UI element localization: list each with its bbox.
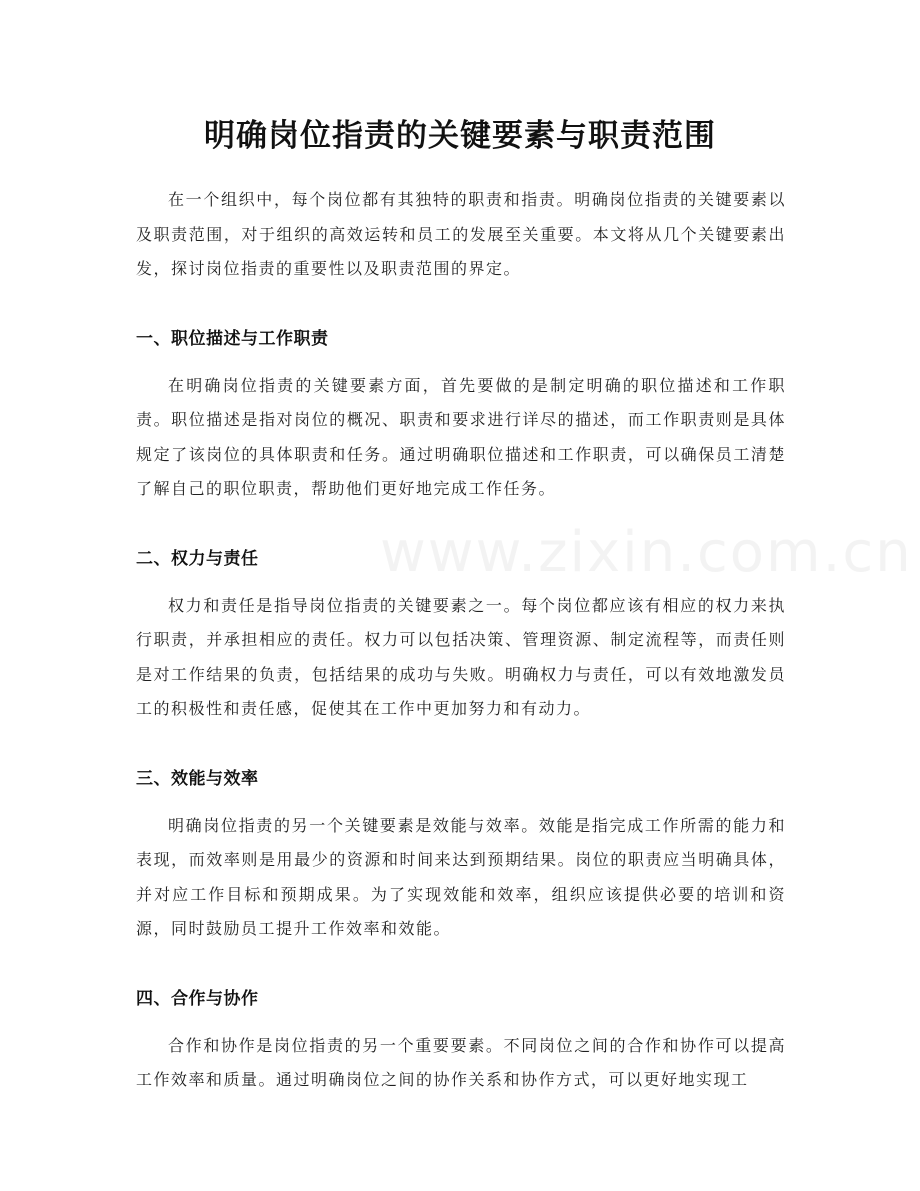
section-paragraph-1: 在明确岗位指责的关键要素方面，首先要做的是制定明确的职位描述和工作职责。职位描述是指对岗位的概况、职责和要求进行详尽的描述，而工作职责则是具体规定了该岗位的具体职责和任务。通过明确职位描述和工作职责，可以确保员工清楚了解自己的职位职责，帮助他们更好地完成工作任务。 [136,375,786,498]
section-paragraph-2: 权力和责任是指导岗位指责的关键要素之一。每个岗位都应该有相应的权力来执行职责，并承担相应的责任。权力可以包括决策、管理资源、制定流程等，而责任则是对工作结果的负责，包括结果的成功与失败。明确权力与责任，可以有效地激发员工的积极性和责任感，促使其在工作中更加努力和有动力。 [136,595,786,718]
document-body [136,183,786,1098]
section-heading-2: 二、权力与责任 [136,548,259,569]
section-paragraph-4: 合作和协作是岗位指责的另一个重要要素。不同岗位之间的合作和协作可以提高工作效率和质量。通过明确岗位之间的协作关系和协作方式，可以更好地实现工 [136,1035,786,1089]
section-heading-4: 四、合作与协作 [136,988,259,1009]
section-heading-1: 一、职位描述与工作职责 [136,328,329,349]
section-paragraph-3: 明确岗位指责的另一个关键要素是效能与效率。效能是指完成工作所需的能力和表现，而效率则是用最少的资源和时间来达到预期结果。岗位的职责应当明确具体，并对应工作目标和预期成果。为了实现效能和效率，组织应该提供必要的培训和资源，同时鼓励员工提升工作效率和效能。 [136,815,786,938]
watermark: www.zixin.com.cn [380,520,913,585]
intro-paragraph: 在一个组织中，每个岗位都有其独特的职责和指责。明确岗位指责的关键要素以及职责范围，对于组织的高效运转和员工的发展至关重要。本文将从几个关键要素出发，探讨岗位指责的重要性以及职责范围的界定。 [136,190,786,278]
section-heading-3: 三、效能与效率 [136,768,259,789]
page-title: 明确岗位指责的关键要素与职责范围 [204,118,716,154]
